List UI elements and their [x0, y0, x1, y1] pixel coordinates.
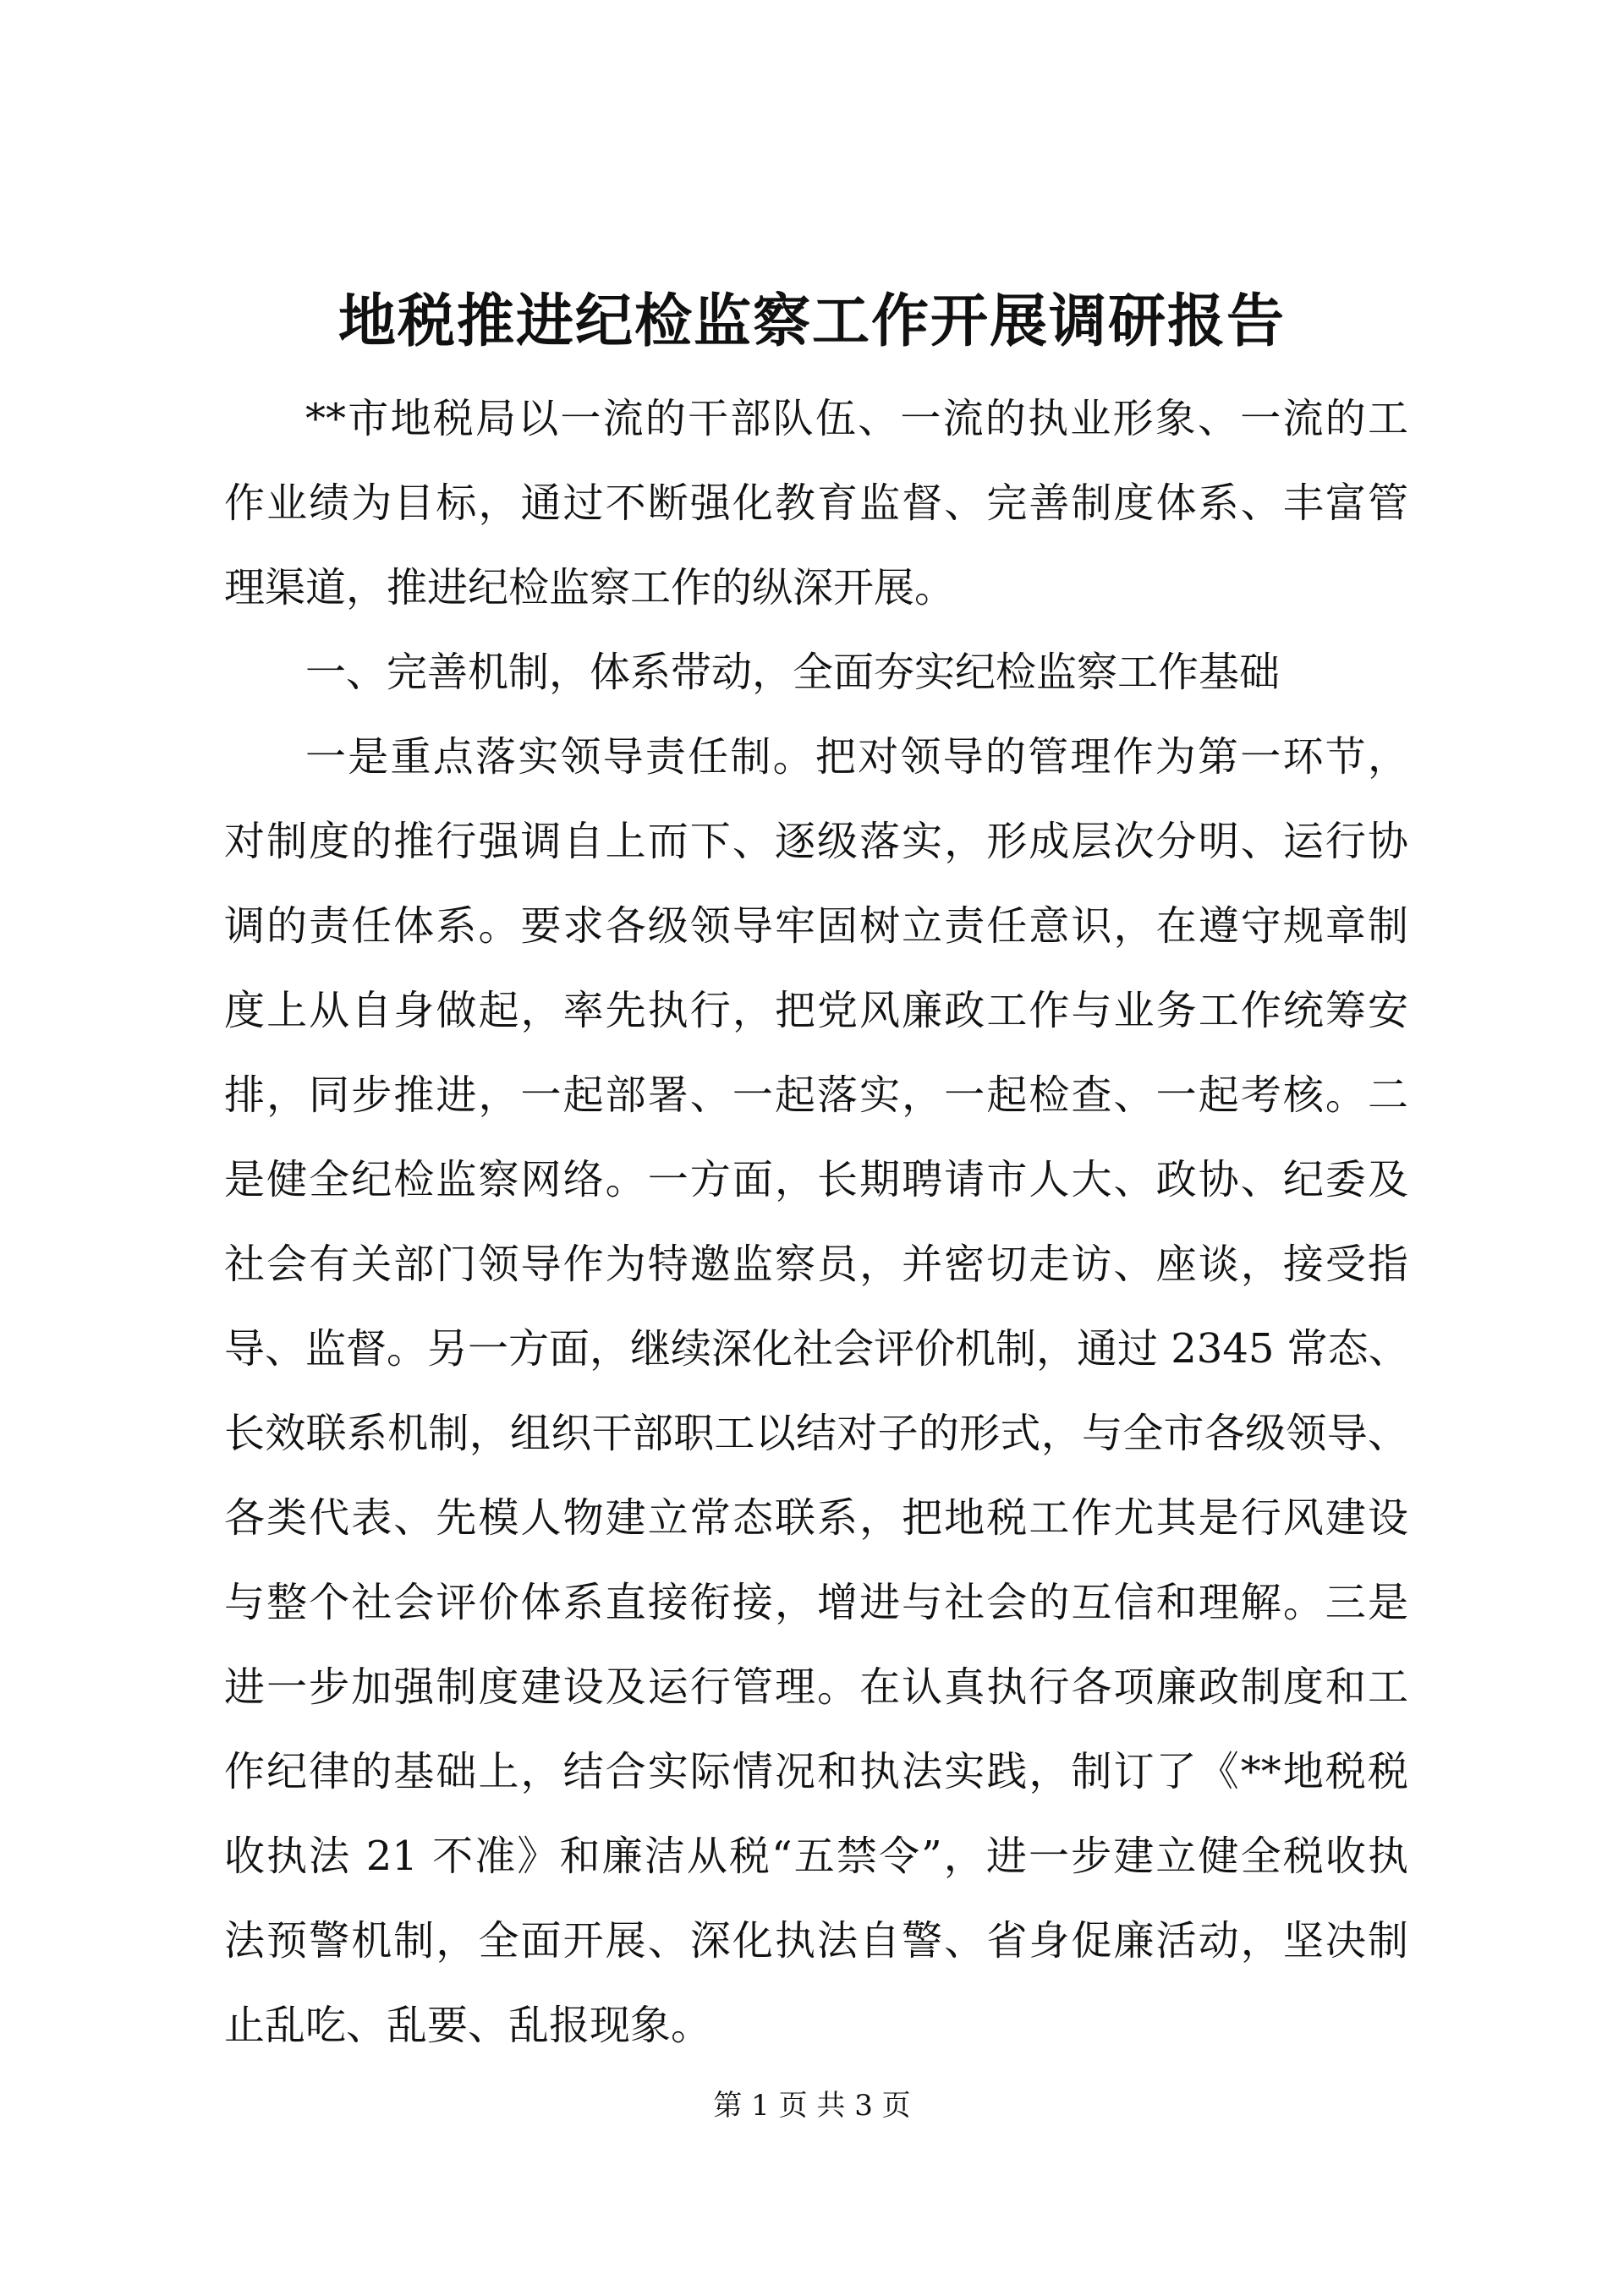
document-title: 地税推进纪检监察工作开展调研报告 [337, 288, 1286, 355]
body-line-8: 导、监督。另一方面，继续深化社会评价机制，通过 2345 常态、 [224, 1325, 1409, 1373]
intro-line-3: 理渠道，推进纪检监察工作的纵深开展。 [224, 564, 956, 611]
section-heading-1: 一、完善机制，体系带动，全面夯实纪检监察工作基础 [305, 649, 1281, 696]
body-line-3: 调的责任体系。要求各级领导牢固树立责任意识，在遵守规章制 [224, 902, 1408, 950]
intro-line-2: 作业绩为目标，通过不断强化教育监督、完善制度体系、丰富管 [224, 479, 1408, 527]
body-line-11: 与整个社会评价体系直接衔接，增进与社会的互信和理解。三是 [224, 1579, 1408, 1626]
body-line-6: 是健全纪检监察网络。一方面，长期聘请市人大、政协、纪委及 [224, 1156, 1408, 1203]
body-line-1: 一是重点落实领导责任制。把对领导的管理作为第一环节， [305, 733, 1408, 781]
body-line-7: 社会有关部门领导作为特邀监察员，并密切走访、座谈，接受指 [224, 1241, 1408, 1288]
body-line-10: 各类代表、先模人物建立常态联系，把地税工作尤其是行风建设 [224, 1494, 1408, 1542]
intro-line-1: **市地税局以一流的干部队伍、一流的执业形象、一流的工 [305, 395, 1408, 442]
body-line-15: 法预警机制，全面开展、深化执法自警、省身促廉活动，坚决制 [224, 1917, 1408, 1964]
body-line-9: 长效联系机制，组织干部职工以结对子的形式，与全市各级领导、 [224, 1410, 1408, 1457]
body-line-16: 止乱吃、乱要、乱报现象。 [224, 2002, 712, 2049]
page-footer: 第 1 页 共 3 页 [713, 2089, 911, 2123]
body-line-2: 对制度的推行强调自上而下、逐级落实，形成层次分明、运行协 [224, 818, 1408, 865]
body-line-4: 度上从自身做起，率先执行，把党风廉政工作与业务工作统筹安 [224, 987, 1408, 1034]
body-line-14: 收执法 21 不准》和廉洁从税“五禁令”，进一步建立健全税收执 [224, 1833, 1408, 1880]
body-line-5: 排，同步推进，一起部署、一起落实，一起检查、一起考核。二 [224, 1071, 1408, 1119]
body-line-13: 作纪律的基础上，结合实际情况和执法实践，制订了《**地税税 [224, 1748, 1408, 1795]
body-line-12: 进一步加强制度建设及运行管理。在认真执行各项廉政制度和工 [224, 1663, 1408, 1711]
